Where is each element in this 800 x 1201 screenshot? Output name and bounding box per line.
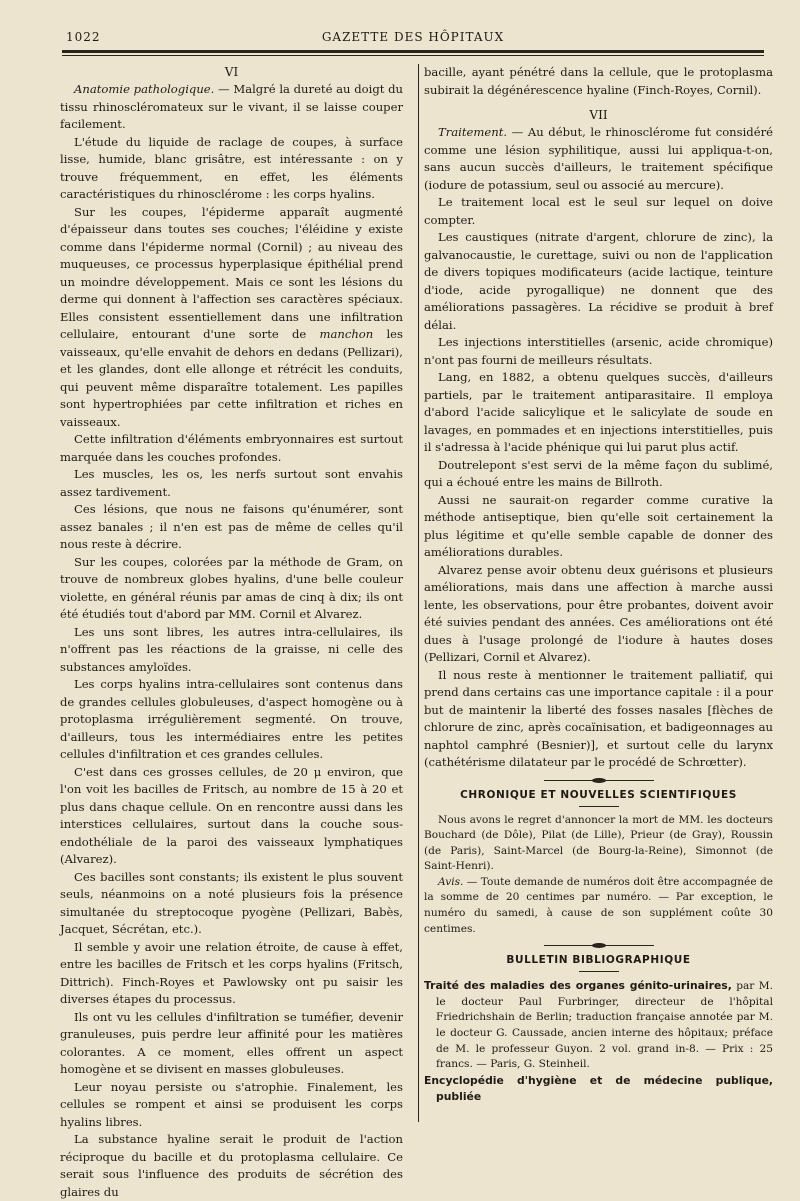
header-rule-thin (62, 55, 764, 56)
paragraph: Avis. — Toute demande de numéros doit être accompagnée de la somme de 20 centimes par numéro. — Par exception, le numéro du samedi, à cause de son supplément coûte 30 centimes. (424, 875, 774, 935)
paragraph: Sur les coupes, l'épiderme apparaît augmenté d'épaisseur dans toutes ses couches; l'éléidine y existe comme dans l'épiderme normal (Cornil) ; au niveau des muqueuses, ce processus hyperplasique épithélial prend un moindre développement. Mais ce sont les lésions du derme qui donnent à l'affection ses caractères spéciaux. Elles consistent essentiellement dans une infiltration cellulaire, entourant d'une sorte de manchon les vaisseaux, qu'elle envahit de dehors en dedans (Pellizari), et les glandes, dont elle allonge et rétrécit les conduits, qui peuvent même disparaître totalement. Les papilles sont hypertrophiées par cette infiltration et riches en vaisseaux. (60, 204, 403, 429)
heading-rule (579, 806, 619, 807)
paragraph: Ils ont vu les cellules d'infiltration se tuméfier, devenir granuleuses, puis perdre leur affinité pour les matières colorantes. A ce moment, elles offrent un aspect homogène et se divisent en masses globuleuses. (60, 1009, 403, 1076)
paragraph: Il nous reste à mentionner le traitement palliatif, qui prend dans certains cas une importance capitale : il a pour but de maintenir la liberté des fosses nasales [flèches de chlorure de zinc, après cocaïnisation, et badigeonnages au naphtol camphré (Besnier)], et surtout celle du larynx (cathétérisme dilatateur par le procédé de Schrœtter). (424, 667, 773, 769)
chronique-body (424, 813, 773, 938)
chronique-heading: CHRONIQUE ET NOUVELLES SCIENTIFIQUES (460, 788, 737, 801)
section-label: Traitement. (438, 125, 508, 139)
paragraph: La substance hyaline serait le produit de l'action réciproque du bacille et du protoplasma cellulaire. Ce serait sous l'influence des produits de sécrétion des glaires du (60, 1132, 403, 1199)
left-column (60, 64, 403, 1201)
paragraph: Nous avons le regret d'annoncer la mort de MM. les docteurs Bouchard (de Dôle), Pilat (de Lille), Prieur (de Gray), Roussin (de Paris), Saint-Marcel (de Bourg-la-Reine), Simonnot (de Saint-Henri). (424, 813, 773, 873)
section-heading-vii: VII (589, 108, 608, 122)
bibliography-list (424, 978, 773, 1106)
section-label: Anatomie pathologique. (74, 82, 215, 96)
paragraph: bacille, ayant pénétré dans la cellule, que le protoplasma subirait la dégénérescence hyaline (Finch-Royes, Cornil). (424, 65, 773, 97)
paragraph: Ces bacilles sont constants; ils existent le plus souvent seuls, néanmoins on a noté plusieurs fois la présence simultanée du streptocoque pyogène (Pellizari, Babès, Jacquet, Sécrétan, etc.). (60, 869, 403, 936)
bibliography-entry: Traité des maladies des organes génito-urinaires, par M. le docteur Paul Furbringer, directeur de l'hôpital Friedrichshain de Berlin; traduction française annotée par M. le docteur G. Caussade, ancien interne des hôpitaux; préface de M. le professeur Guyon. 2 vol. grand in-8. — Prix : 25 francs. — Paris, G. Steinheil. (424, 979, 773, 1071)
bibliography-entry: Encyclopédie d'hygiène et de médecine publique, publiée (424, 1073, 773, 1104)
ornament-divider (544, 780, 654, 781)
heading-rule (579, 971, 619, 972)
paragraph: Ces lésions, que nous ne faisons qu'énumérer, sont assez banales ; il n'en est pas de même de celles qu'il nous reste à décrire. (60, 502, 403, 551)
paragraph: Les uns sont libres, les autres intra-cellulaires, ils n'offrent pas les réactions de la graisse, ni celle des substances amyloïdes. (60, 624, 403, 674)
page-header (58, 24, 768, 46)
paragraph: Les injections interstitielles (arsenic, acide chromique) n'ont pas fourni de meilleurs résultats. (424, 335, 773, 367)
paragraph: Anatomie pathologique. — Malgré la dureté au doigt du tissu rhinoscléromateux sur le vivant, il se laisse couper facilement. (60, 82, 403, 131)
page-number: 1022 (66, 30, 101, 44)
right-column (424, 64, 773, 1106)
paragraph: Le traitement local est le seul sur lequel on doive compter. (424, 195, 773, 227)
paragraph: Traitement. — Au début, le rhinosclérome fut considéré comme une lésion syphilitique, aussi lui appliqua-t-on, sans aucun succès d'ailleurs, le traitement spécifique (iodure de potassium, seul ou associé au mercure). (424, 125, 773, 192)
column-divider (418, 64, 419, 1122)
paragraph: Les muscles, les os, les nerfs surtout sont envahis assez tardivement. (60, 467, 403, 499)
paragraph: Les corps hyalins intra-cellulaires sont contenus dans de grandes cellules globuleuses, d'aspect homogène ou à protoplasma irrégulièrement segmenté. On trouve, d'ailleurs, tous les intermédiaires entre les petites cellules d'infiltration et ces grandes cellules. (60, 677, 403, 761)
avis-label: Avis. (438, 875, 464, 888)
paragraph: Les caustiques (nitrate d'argent, chlorure de zinc), la galvanocaustie, le curettage, suivi ou non de l'application de divers topiques modificateurs (acide lactique, teinture d'iode, acide pyrogallique) ne donnent que des améliorations passagères. La récidive se produit à bref délai. (424, 230, 773, 332)
paragraph: Il semble y avoir une relation étroite, de cause à effet, entre les bacilles de Fritsch et les corps hyalins (Fritsch, Dittrich). Finch-Royes et Pawlowsky ont pu saisir les diverses étapes du processus. (60, 939, 403, 1006)
paragraph: Cette infiltration d'éléments embryonnaires est surtout marquée dans les couches profondes. (60, 432, 403, 464)
header-rule-thick (62, 50, 764, 53)
paragraph: Aussi ne saurait-on regarder comme curative la méthode antiseptique, bien qu'elle soit certainement la plus légitime et qu'elle semble capable de donner des améliorations durables. (424, 492, 773, 559)
paragraph: C'est dans ces grosses cellules, de 20 μ environ, que l'on voit les bacilles de Fritsch, au nombre de 15 à 20 et plus dans chaque cellule. On en rencontre aussi dans les interstices cellulaires, surtout dans la couche sous-endothéliale de la paroi des vaisseaux lymphatiques (Alvarez). (60, 764, 403, 866)
paragraph: Lang, en 1882, a obtenu quelques succès, d'ailleurs partiels, par le traitement antiparasitaire. Il employa d'abord l'acide salicylique et le salicylate de soude en lavages, en pommades et en injections interstitielles, puis il s'adressa à l'acide phénique qui lui parut plus actif. (424, 370, 773, 454)
paragraph: Alvarez pense avoir obtenu deux guérisons et plusieurs améliorations, mais dans une affection à marche aussi lente, les observations, pour être probantes, doivent avoir été suivies pendant des années. Ces améliorations ont été dues à l'usage prolongé de l'iodure à hautes doses (Pellizari, Cornil et Alvarez). (424, 562, 773, 664)
ornament-divider (544, 945, 654, 946)
paragraph: Doutrelepont s'est servi de la même façon du sublimé, qui a échoué entre les mains de Billroth. (424, 457, 773, 489)
bulletin-heading: BULLETIN BIBLIOGRAPHIQUE (506, 954, 691, 967)
paragraph: Sur les coupes, colorées par la méthode de Gram, on trouve de nombreux globes hyalins, d'une belle couleur violette, en général réunis par amas de cinq à dix; ils ont été étudiés tout d'abord par MM. Cornil et Alvarez. (60, 554, 403, 621)
journal-title: GAZETTE DES HÔPITAUX (321, 30, 505, 44)
section-heading-vi: VI (224, 65, 239, 79)
paragraph: L'étude du liquide de raclage de coupes, à surface lisse, humide, blanc grisâtre, est intéressante : on y trouve fréquemment, en effet, les éléments caractéristiques du rhinosclérome : les corps hyalins. (60, 134, 403, 201)
paragraph: Leur noyau persiste ou s'atrophie. Finalement, les cellules se rompent et ainsi se produisent les corps hyalins libres. (60, 1079, 403, 1129)
